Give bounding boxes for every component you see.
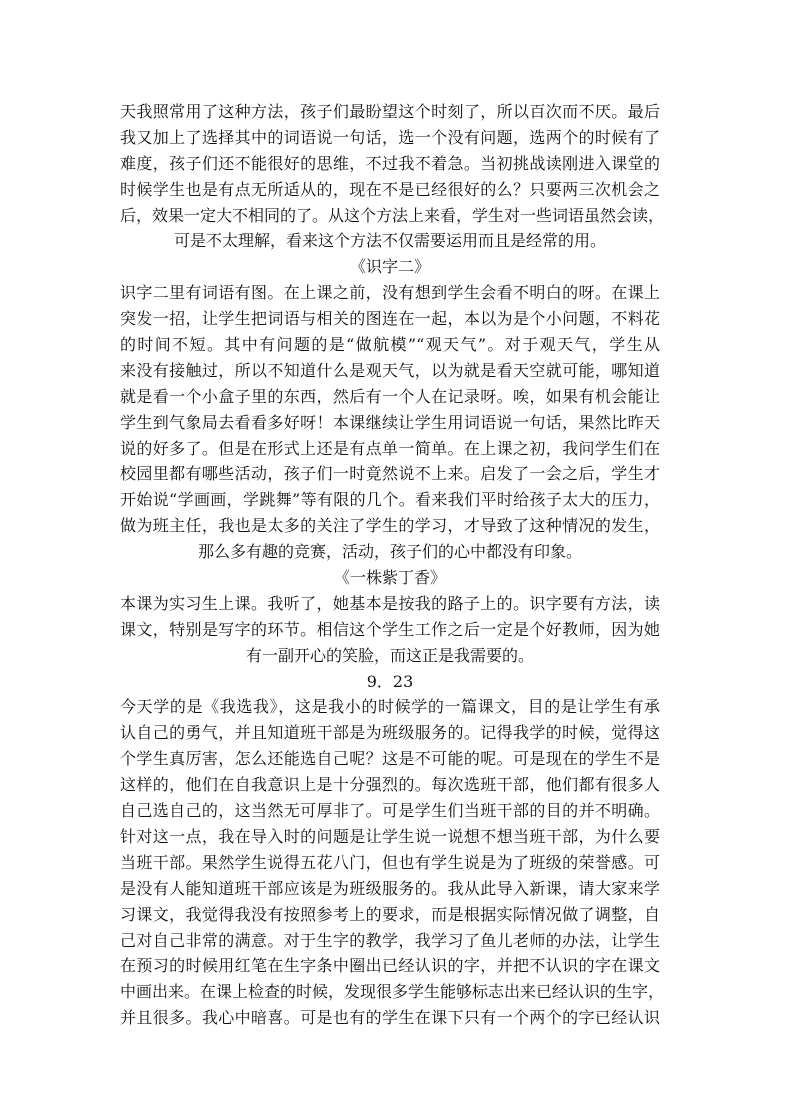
text-line: 学生到气象局去看看多好呀！本课继续让学生用词语说一句话，果然比昨天 — [120, 412, 660, 432]
text-line: 的时间不短。其中有问题的是“做航模”“观天气”。对于观天气，学生从 — [120, 335, 660, 355]
text-line: 认自己的勇气，并且知道班干部是为班级服务的。记得我学的时候，觉得这 — [120, 723, 660, 743]
text-line: 有一副开心的笑脸，而这正是我需要的。 — [245, 645, 534, 665]
document-body — [120, 99, 665, 1031]
text-line: 时候学生也是有点无所适从的，现在不是已经很好的么？只要两三次机会之 — [120, 179, 660, 199]
text-line: 我又加上了选择其中的词语说一句话，选一个没有问题，选两个的时候有了 — [120, 127, 660, 147]
text-line: 校园里都有哪些活动，孩子们一时竟然说不上来。启发了一会之后，学生才 — [120, 464, 660, 484]
text-line: 在预习的时候用红笔在生字条中圈出已经认识的字，并把不认识的字在课文 — [120, 956, 660, 976]
text-line: 个学生真厉害，怎么还能选自己呢？这是不可能的呢。可是现在的学生不是 — [120, 749, 660, 769]
text-line: 可是不太理解，看来这个方法不仅需要运用而且是经常的用。 — [173, 231, 606, 251]
section-heading: 《一株紫丁香》 — [333, 568, 446, 588]
text-line: 本课为实习生上课。我听了，她基本是按我的路子上的。识字要有方法，读 — [120, 593, 660, 613]
text-line: 今天学的是《我选我》，这是我小的时候学的一篇课文，目的是让学生有承 — [120, 697, 660, 717]
text-line: 开始说“学画画，学跳舞”等有限的几个。看来我们平时给孩子太大的压力， — [120, 490, 660, 510]
text-line: 课文，特别是写字的环节。相信这个学生工作之后一定是个好教师，因为她 — [120, 619, 660, 639]
text-line: 是没有人能知道班干部应该是为班级服务的。我从此导入新课，请大家来学 — [120, 878, 660, 898]
text-line: 己对自己非常的满意。对于生字的教学，我学习了鱼儿老师的办法，让学生 — [120, 930, 660, 950]
section-heading: 《识字二》 — [349, 257, 430, 277]
section-heading: 9．23 — [366, 671, 414, 691]
text-line: 说的好多了。但是在形式上还是有点单一简单。在上课之初，我问学生们在 — [120, 438, 660, 458]
text-line: 那么多有趣的竞赛，活动，孩子们的心中都没有印象。 — [197, 542, 582, 562]
text-line: 这样的，他们在自我意识上是十分强烈的。每次选班干部，他们都有很多人 — [120, 775, 660, 795]
text-line: 天我照常用了这种方法，孩子们最盼望这个时刻了，所以百次而不厌。最后 — [120, 102, 660, 121]
text-line: 后，效果一定大不相同的了。从这个方法上来看，学生对一些词语虽然会读， — [120, 205, 665, 225]
text-line: 习课文，我觉得我没有按照参考上的要求，而是根据实际情况做了调整，自 — [120, 904, 660, 924]
text-line: 做为班主任，我也是太多的关注了学生的学习，才导致了这种情况的发生， — [120, 516, 660, 536]
text-line: 自己选自己的，这当然无可厚非了。可是学生们当班干部的目的并不明确。 — [120, 801, 660, 821]
text-line: 当班干部。果然学生说得五花八门，但也有学生说是为了班级的荣誉感。可 — [120, 852, 660, 872]
text-line: 难度，孩子们还不能很好的思维，不过我不着急。当初挑战读刚进入课堂的 — [120, 153, 660, 173]
text-line: 中画出来。在课上检查的时候，发现很多学生能够标志出来已经认识的生字， — [120, 982, 665, 1002]
text-line: 并且很多。我心中暗喜。可是也有的学生在课下只有一个两个的字已经认识 — [120, 1008, 660, 1028]
text-line: 来没有接触过，所以不知道什么是观天气，以为就是看天空就可能，哪知道 — [120, 360, 660, 380]
text-line: 突发一招，让学生把词语与相关的图连在一起，本以为是个小问题，不料花 — [120, 309, 660, 329]
text-line: 针对这一点，我在导入时的问题是让学生说一说想不想当班干部，为什么要 — [120, 826, 660, 846]
text-line: 就是看一个小盒子里的东西，然后有一个人在记录呀。唉，如果有机会能让 — [120, 386, 660, 406]
text-line: 识字二里有词语有图。在上课之前，没有想到学生会看不明白的呀。在课上 — [120, 283, 660, 303]
